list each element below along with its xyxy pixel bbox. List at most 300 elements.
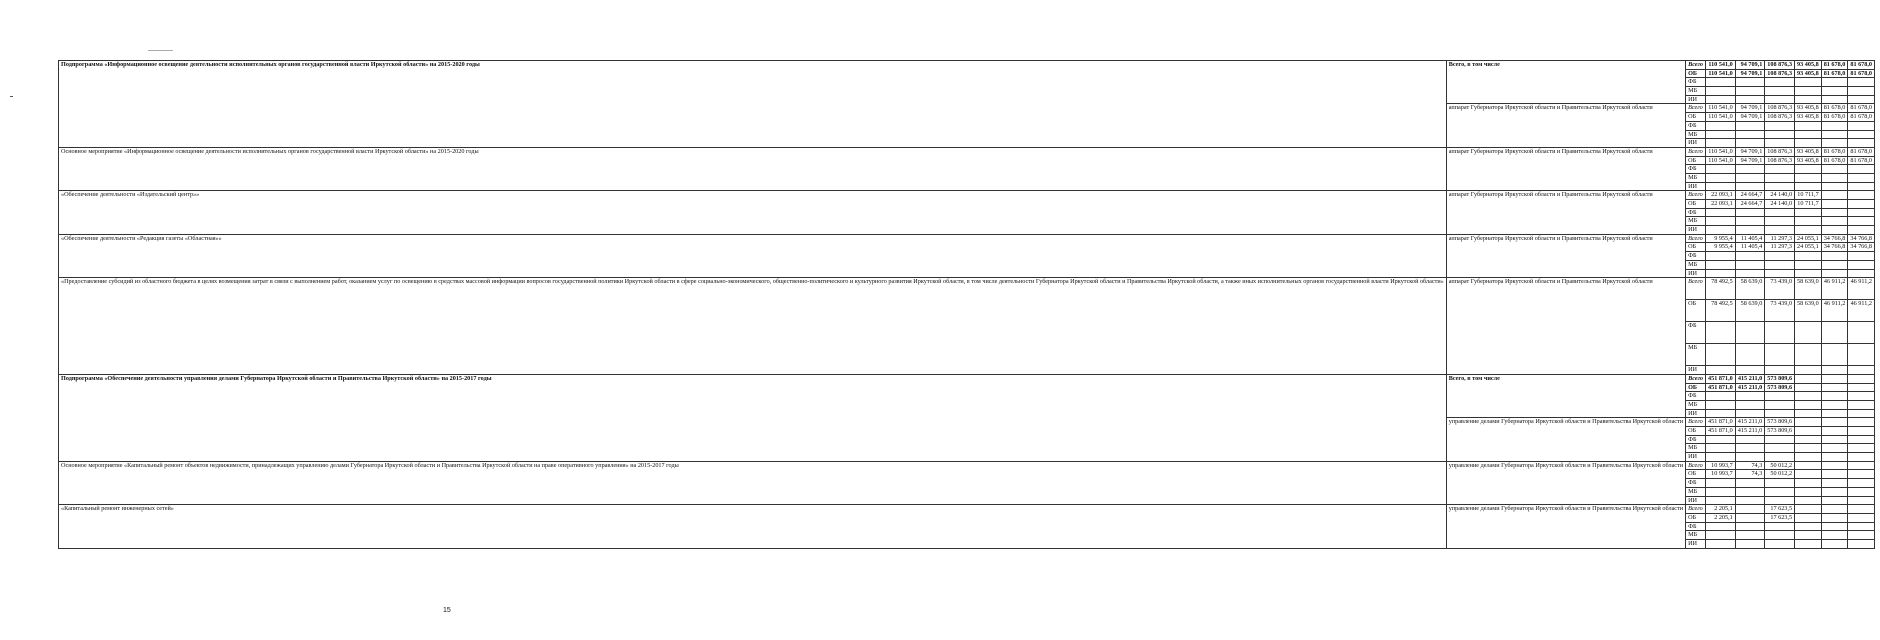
amount-cell: 81 678,0 [1848, 69, 1875, 78]
amount-cell: 573 809,6 [1765, 383, 1795, 392]
amount-cell [1795, 409, 1822, 418]
amount-cell [1765, 182, 1795, 191]
amount-cell [1706, 165, 1736, 174]
amount-cell [1795, 252, 1822, 261]
amount-cell [1821, 344, 1848, 366]
amount-cell [1735, 165, 1765, 174]
amount-cell [1821, 191, 1848, 200]
amount-cell [1735, 226, 1765, 235]
amount-cell: 24 055,1 [1795, 243, 1822, 252]
funding-source-cell: Всего [1686, 278, 1706, 300]
amount-cell: 34 766,8 [1848, 234, 1875, 243]
table-row [59, 505, 1880, 514]
amount-cell: 11 297,3 [1765, 243, 1795, 252]
amount-cell [1706, 522, 1736, 531]
amount-cell [1706, 539, 1736, 548]
amount-cell: 108 876,3 [1765, 147, 1795, 156]
amount-cell [1848, 479, 1875, 488]
amount-cell [1848, 95, 1875, 104]
amount-cell [1735, 496, 1765, 505]
amount-cell [1795, 217, 1822, 226]
spacer-cell [1875, 435, 1880, 444]
amount-cell [1821, 165, 1848, 174]
amount-cell [1848, 139, 1875, 148]
amount-cell [1735, 513, 1765, 522]
amount-cell [1795, 513, 1822, 522]
amount-cell [1706, 208, 1736, 217]
program-name-cell: Подпрограмма «Информационное освещение деятельности исполнительных органов государственной власти Иркутской области» на 2015-2020 годы [59, 61, 1447, 148]
funding-source-cell: ИИ [1686, 95, 1706, 104]
amount-cell [1821, 400, 1848, 409]
amount-cell [1706, 435, 1736, 444]
funding-source-cell: ОБ [1686, 69, 1706, 78]
table-row [59, 191, 1880, 200]
spacer-cell [1875, 78, 1880, 87]
amount-cell [1706, 78, 1736, 87]
spacer-cell [1875, 260, 1880, 269]
amount-cell [1735, 479, 1765, 488]
amount-cell [1706, 453, 1736, 462]
amount-cell: 50 012,2 [1765, 470, 1795, 479]
amount-cell [1706, 182, 1736, 191]
amount-cell [1706, 409, 1736, 418]
amount-cell [1795, 78, 1822, 87]
funding-source-cell: ФБ [1686, 121, 1706, 130]
amount-cell [1795, 322, 1822, 344]
spacer-cell [1875, 461, 1880, 470]
amount-cell [1848, 217, 1875, 226]
amount-cell [1795, 453, 1822, 462]
amount-cell [1821, 539, 1848, 548]
funding-source-cell: Всего [1686, 191, 1706, 200]
spacer-cell [1875, 165, 1880, 174]
amount-cell: 81 678,0 [1848, 156, 1875, 165]
spacer-cell [1875, 139, 1880, 148]
amount-cell [1848, 427, 1875, 436]
scan-mark [10, 96, 13, 97]
amount-cell [1848, 78, 1875, 87]
amount-cell [1735, 409, 1765, 418]
amount-cell [1848, 366, 1875, 375]
funding-source-cell: ФБ [1686, 208, 1706, 217]
amount-cell [1735, 217, 1765, 226]
amount-cell: 94 709,1 [1735, 61, 1765, 70]
amount-cell: 78 492,5 [1706, 300, 1736, 322]
amount-cell [1821, 200, 1848, 209]
executor-cell: аппарат Губернатора Иркутской области и Правительства Иркутской области [1446, 147, 1685, 190]
amount-cell [1795, 522, 1822, 531]
table-row [59, 374, 1880, 383]
spacer-cell [1875, 217, 1880, 226]
spacer-cell [1875, 444, 1880, 453]
amount-cell: 2 205,1 [1706, 505, 1736, 514]
funding-source-cell: Всего [1686, 234, 1706, 243]
amount-cell: 451 871,0 [1706, 374, 1736, 383]
funding-source-cell: Всего [1686, 61, 1706, 70]
executor-cell: управление делами Губернатора Иркутской области и Правительства Иркутской области [1446, 461, 1685, 504]
amount-cell: 24 055,1 [1795, 234, 1822, 243]
funding-source-cell: ИИ [1686, 453, 1706, 462]
program-name-cell: «Капитальный ремонт инженерных сетей» [59, 505, 1447, 548]
amount-cell [1706, 400, 1736, 409]
amount-cell [1848, 165, 1875, 174]
amount-cell [1821, 130, 1848, 139]
amount-cell [1848, 539, 1875, 548]
amount-cell [1821, 182, 1848, 191]
amount-cell [1765, 173, 1795, 182]
amount-cell: 10 993,7 [1706, 461, 1736, 470]
amount-cell [1706, 173, 1736, 182]
amount-cell [1821, 505, 1848, 514]
amount-cell: 24 664,7 [1735, 200, 1765, 209]
funding-source-cell: ИИ [1686, 539, 1706, 548]
amount-cell: 110 541,0 [1706, 156, 1736, 165]
spacer-cell [1875, 374, 1880, 383]
amount-cell [1735, 173, 1765, 182]
amount-cell [1821, 252, 1848, 261]
amount-cell: 46 911,2 [1821, 278, 1848, 300]
amount-cell [1821, 173, 1848, 182]
amount-cell [1821, 427, 1848, 436]
funding-source-cell: ИИ [1686, 182, 1706, 191]
amount-cell: 22 093,1 [1706, 191, 1736, 200]
funding-source-cell: ИИ [1686, 409, 1706, 418]
amount-cell [1735, 400, 1765, 409]
amount-cell [1706, 479, 1736, 488]
amount-cell [1765, 322, 1795, 344]
executor-cell: аппарат Губернатора Иркутской области и Правительства Иркутской области [1446, 278, 1685, 375]
amount-cell: 58 639,0 [1735, 278, 1765, 300]
table-row [59, 61, 1880, 70]
amount-cell [1795, 182, 1822, 191]
amount-cell: 24 140,0 [1765, 191, 1795, 200]
amount-cell: 573 809,6 [1765, 374, 1795, 383]
spacer-cell [1875, 522, 1880, 531]
amount-cell [1848, 374, 1875, 383]
spacer-cell [1875, 252, 1880, 261]
amount-cell [1795, 344, 1822, 366]
spacer-cell [1875, 87, 1880, 96]
amount-cell [1735, 208, 1765, 217]
spacer-cell [1875, 479, 1880, 488]
amount-cell [1706, 87, 1736, 96]
amount-cell [1765, 531, 1795, 540]
amount-cell [1848, 487, 1875, 496]
funding-source-cell: ИИ [1686, 139, 1706, 148]
funding-source-cell: Всего [1686, 147, 1706, 156]
funding-source-cell: Всего [1686, 505, 1706, 514]
table-row [59, 278, 1880, 300]
amount-cell [1735, 182, 1765, 191]
amount-cell [1706, 531, 1736, 540]
amount-cell [1706, 260, 1736, 269]
amount-cell [1765, 409, 1795, 418]
amount-cell: 94 709,1 [1735, 104, 1765, 113]
spacer-cell [1875, 344, 1880, 366]
amount-cell [1821, 513, 1848, 522]
amount-cell [1795, 87, 1822, 96]
spacer-cell [1875, 269, 1880, 278]
amount-cell: 58 639,0 [1795, 300, 1822, 322]
amount-cell [1821, 444, 1848, 453]
funding-source-cell: ФБ [1686, 435, 1706, 444]
program-name-cell: «Обеспечение деятельности «Издательский центр»» [59, 191, 1447, 234]
amount-cell [1706, 269, 1736, 278]
amount-cell [1735, 322, 1765, 344]
funding-source-cell: ОБ [1686, 243, 1706, 252]
amount-cell: 24 664,7 [1735, 191, 1765, 200]
amount-cell [1848, 453, 1875, 462]
spacer-cell [1875, 156, 1880, 165]
amount-cell: 108 876,3 [1765, 156, 1795, 165]
amount-cell [1706, 344, 1736, 366]
funding-source-cell: ОБ [1686, 513, 1706, 522]
amount-cell [1821, 418, 1848, 427]
amount-cell: 17 623,5 [1765, 505, 1795, 514]
amount-cell: 46 911,2 [1848, 300, 1875, 322]
amount-cell [1765, 87, 1795, 96]
amount-cell [1821, 487, 1848, 496]
scan-mark-rule [148, 50, 173, 51]
funding-source-cell: ОБ [1686, 156, 1706, 165]
amount-cell [1735, 444, 1765, 453]
amount-cell [1765, 139, 1795, 148]
amount-cell [1765, 392, 1795, 401]
amount-cell: 11 405,4 [1735, 243, 1765, 252]
amount-cell [1765, 435, 1795, 444]
amount-cell [1706, 217, 1736, 226]
spacer-cell [1875, 400, 1880, 409]
funding-source-cell: МБ [1686, 400, 1706, 409]
amount-cell [1765, 487, 1795, 496]
amount-cell [1795, 374, 1822, 383]
spacer-cell [1875, 392, 1880, 401]
spacer-cell [1875, 366, 1880, 375]
amount-cell [1706, 366, 1736, 375]
amount-cell: 10 711,7 [1795, 191, 1822, 200]
amount-cell [1848, 505, 1875, 514]
amount-cell: 81 678,0 [1821, 147, 1848, 156]
funding-source-cell: ФБ [1686, 479, 1706, 488]
program-name-cell: «Предоставление субсидий из областного бюджета в целях возмещения затрат в связи с выполнением работ, оказанием услуг по освещению в средствах массовой информации вопросов государственной политики Иркутской области в сфере социально-экономического, общественно-политического и культурного развития Иркутской области, в том числе деятельности Губернатора Иркутской области и Правительства Иркутской области, а также иных исполнительных органов государственной власти Иркутской области» [59, 278, 1447, 375]
amount-cell [1848, 522, 1875, 531]
amount-cell [1735, 87, 1765, 96]
amount-cell: 78 492,5 [1706, 278, 1736, 300]
spacer-cell [1875, 200, 1880, 209]
amount-cell: 108 876,3 [1765, 61, 1795, 70]
amount-cell [1795, 173, 1822, 182]
amount-cell [1848, 418, 1875, 427]
funding-source-cell: Всего [1686, 461, 1706, 470]
amount-cell [1706, 121, 1736, 130]
executor-cell: управление делами Губернатора Иркутской области и Правительства Иркутской области [1446, 505, 1685, 548]
funding-source-cell: Всего [1686, 418, 1706, 427]
amount-cell: 93 405,8 [1795, 69, 1822, 78]
amount-cell [1795, 531, 1822, 540]
amount-cell: 81 678,0 [1821, 69, 1848, 78]
amount-cell [1735, 435, 1765, 444]
amount-cell: 9 955,4 [1706, 243, 1736, 252]
amount-cell [1706, 130, 1736, 139]
spacer-cell [1875, 300, 1880, 322]
spacer-cell [1875, 226, 1880, 235]
amount-cell [1706, 496, 1736, 505]
amount-cell [1848, 444, 1875, 453]
amount-cell [1848, 513, 1875, 522]
amount-cell [1795, 487, 1822, 496]
funding-source-cell: МБ [1686, 531, 1706, 540]
amount-cell [1765, 217, 1795, 226]
funding-source-cell: ФБ [1686, 322, 1706, 344]
amount-cell [1795, 427, 1822, 436]
amount-cell [1795, 392, 1822, 401]
page-number: 15 [443, 607, 451, 614]
amount-cell: 573 809,6 [1765, 427, 1795, 436]
amount-cell [1848, 130, 1875, 139]
amount-cell [1795, 400, 1822, 409]
amount-cell [1821, 479, 1848, 488]
funding-source-cell: ФБ [1686, 522, 1706, 531]
amount-cell [1821, 121, 1848, 130]
executor-cell: управление делами Губернатора Иркутской области и Правительства Иркутской области [1446, 418, 1685, 461]
executor-cell: Всего, в том числе [1446, 61, 1685, 104]
amount-cell: 94 709,1 [1735, 113, 1765, 122]
amount-cell: 94 709,1 [1735, 147, 1765, 156]
amount-cell [1795, 165, 1822, 174]
amount-cell [1795, 269, 1822, 278]
amount-cell: 93 405,8 [1795, 156, 1822, 165]
amount-cell [1848, 496, 1875, 505]
amount-cell: 2 205,1 [1706, 513, 1736, 522]
amount-cell: 108 876,3 [1765, 69, 1795, 78]
amount-cell: 74,3 [1735, 470, 1765, 479]
amount-cell [1735, 344, 1765, 366]
amount-cell [1795, 208, 1822, 217]
amount-cell: 81 678,0 [1848, 104, 1875, 113]
amount-cell [1821, 139, 1848, 148]
amount-cell [1706, 139, 1736, 148]
amount-cell [1821, 208, 1848, 217]
amount-cell [1848, 121, 1875, 130]
funding-source-cell: МБ [1686, 130, 1706, 139]
amount-cell [1706, 487, 1736, 496]
amount-cell [1735, 260, 1765, 269]
funding-source-cell: ОБ [1686, 113, 1706, 122]
amount-cell [1848, 200, 1875, 209]
funding-source-cell: МБ [1686, 344, 1706, 366]
amount-cell [1765, 130, 1795, 139]
program-name-cell: Подпрограмма «Обеспечение деятельности управления делами Губернатора Иркутской области и Правительства Иркутской области» на 2015-2017 годы [59, 374, 1447, 461]
amount-cell: 451 871,0 [1706, 383, 1736, 392]
table-row [59, 461, 1880, 470]
amount-cell: 81 678,0 [1848, 147, 1875, 156]
amount-cell [1765, 400, 1795, 409]
amount-cell [1706, 444, 1736, 453]
amount-cell: 110 541,0 [1706, 104, 1736, 113]
spacer-cell [1875, 121, 1880, 130]
amount-cell: 81 678,0 [1821, 61, 1848, 70]
amount-cell [1821, 78, 1848, 87]
program-name-cell: «Обеспечение деятельности «Редакция газеты «Областная»» [59, 234, 1447, 277]
amount-cell [1795, 260, 1822, 269]
amount-cell: 110 541,0 [1706, 113, 1736, 122]
amount-cell [1795, 130, 1822, 139]
amount-cell [1735, 139, 1765, 148]
spacer-cell [1875, 113, 1880, 122]
amount-cell [1795, 366, 1822, 375]
funding-source-cell: МБ [1686, 217, 1706, 226]
funding-source-cell: ОБ [1686, 200, 1706, 209]
amount-cell [1821, 322, 1848, 344]
amount-cell: 58 639,0 [1735, 300, 1765, 322]
spacer-cell [1875, 69, 1880, 78]
amount-cell [1765, 226, 1795, 235]
amount-cell [1795, 470, 1822, 479]
amount-cell [1735, 505, 1765, 514]
funding-source-cell: ОБ [1686, 470, 1706, 479]
amount-cell: 34 766,8 [1821, 243, 1848, 252]
amount-cell [1765, 165, 1795, 174]
amount-cell [1735, 539, 1765, 548]
amount-cell: 73 439,0 [1765, 300, 1795, 322]
amount-cell [1848, 400, 1875, 409]
amount-cell [1795, 496, 1822, 505]
amount-cell: 58 639,0 [1795, 278, 1822, 300]
amount-cell [1795, 444, 1822, 453]
amount-cell: 81 678,0 [1848, 61, 1875, 70]
amount-cell: 415 211,0 [1735, 383, 1765, 392]
spacer-cell [1875, 182, 1880, 191]
spacer-cell [1875, 130, 1880, 139]
amount-cell [1821, 496, 1848, 505]
table-row [59, 234, 1880, 243]
amount-cell [1765, 269, 1795, 278]
funding-source-cell: ФБ [1686, 392, 1706, 401]
amount-cell [1795, 435, 1822, 444]
amount-cell [1795, 121, 1822, 130]
executor-cell: аппарат Губернатора Иркутской области и Правительства Иркутской области [1446, 234, 1685, 277]
amount-cell: 17 623,5 [1765, 513, 1795, 522]
amount-cell [1735, 366, 1765, 375]
amount-cell [1848, 409, 1875, 418]
spacer-cell [1875, 173, 1880, 182]
amount-cell: 24 140,0 [1765, 200, 1795, 209]
amount-cell [1795, 226, 1822, 235]
amount-cell [1765, 479, 1795, 488]
amount-cell [1706, 322, 1736, 344]
amount-cell [1848, 322, 1875, 344]
funding-source-cell: Всего [1686, 374, 1706, 383]
amount-cell [1821, 374, 1848, 383]
amount-cell [1735, 252, 1765, 261]
amount-cell [1821, 226, 1848, 235]
spacer-cell [1875, 418, 1880, 427]
funding-source-cell: МБ [1686, 87, 1706, 96]
spacer-cell [1875, 104, 1880, 113]
funding-source-cell: ИИ [1686, 496, 1706, 505]
funding-source-cell: ОБ [1686, 427, 1706, 436]
amount-cell: 34 766,8 [1821, 234, 1848, 243]
amount-cell [1821, 269, 1848, 278]
amount-cell: 46 911,2 [1821, 300, 1848, 322]
budget-table-body [59, 61, 1880, 549]
spacer-cell [1875, 234, 1880, 243]
amount-cell [1795, 95, 1822, 104]
amount-cell [1848, 383, 1875, 392]
amount-cell [1735, 392, 1765, 401]
spacer-cell [1875, 191, 1880, 200]
amount-cell: 94 709,1 [1735, 156, 1765, 165]
